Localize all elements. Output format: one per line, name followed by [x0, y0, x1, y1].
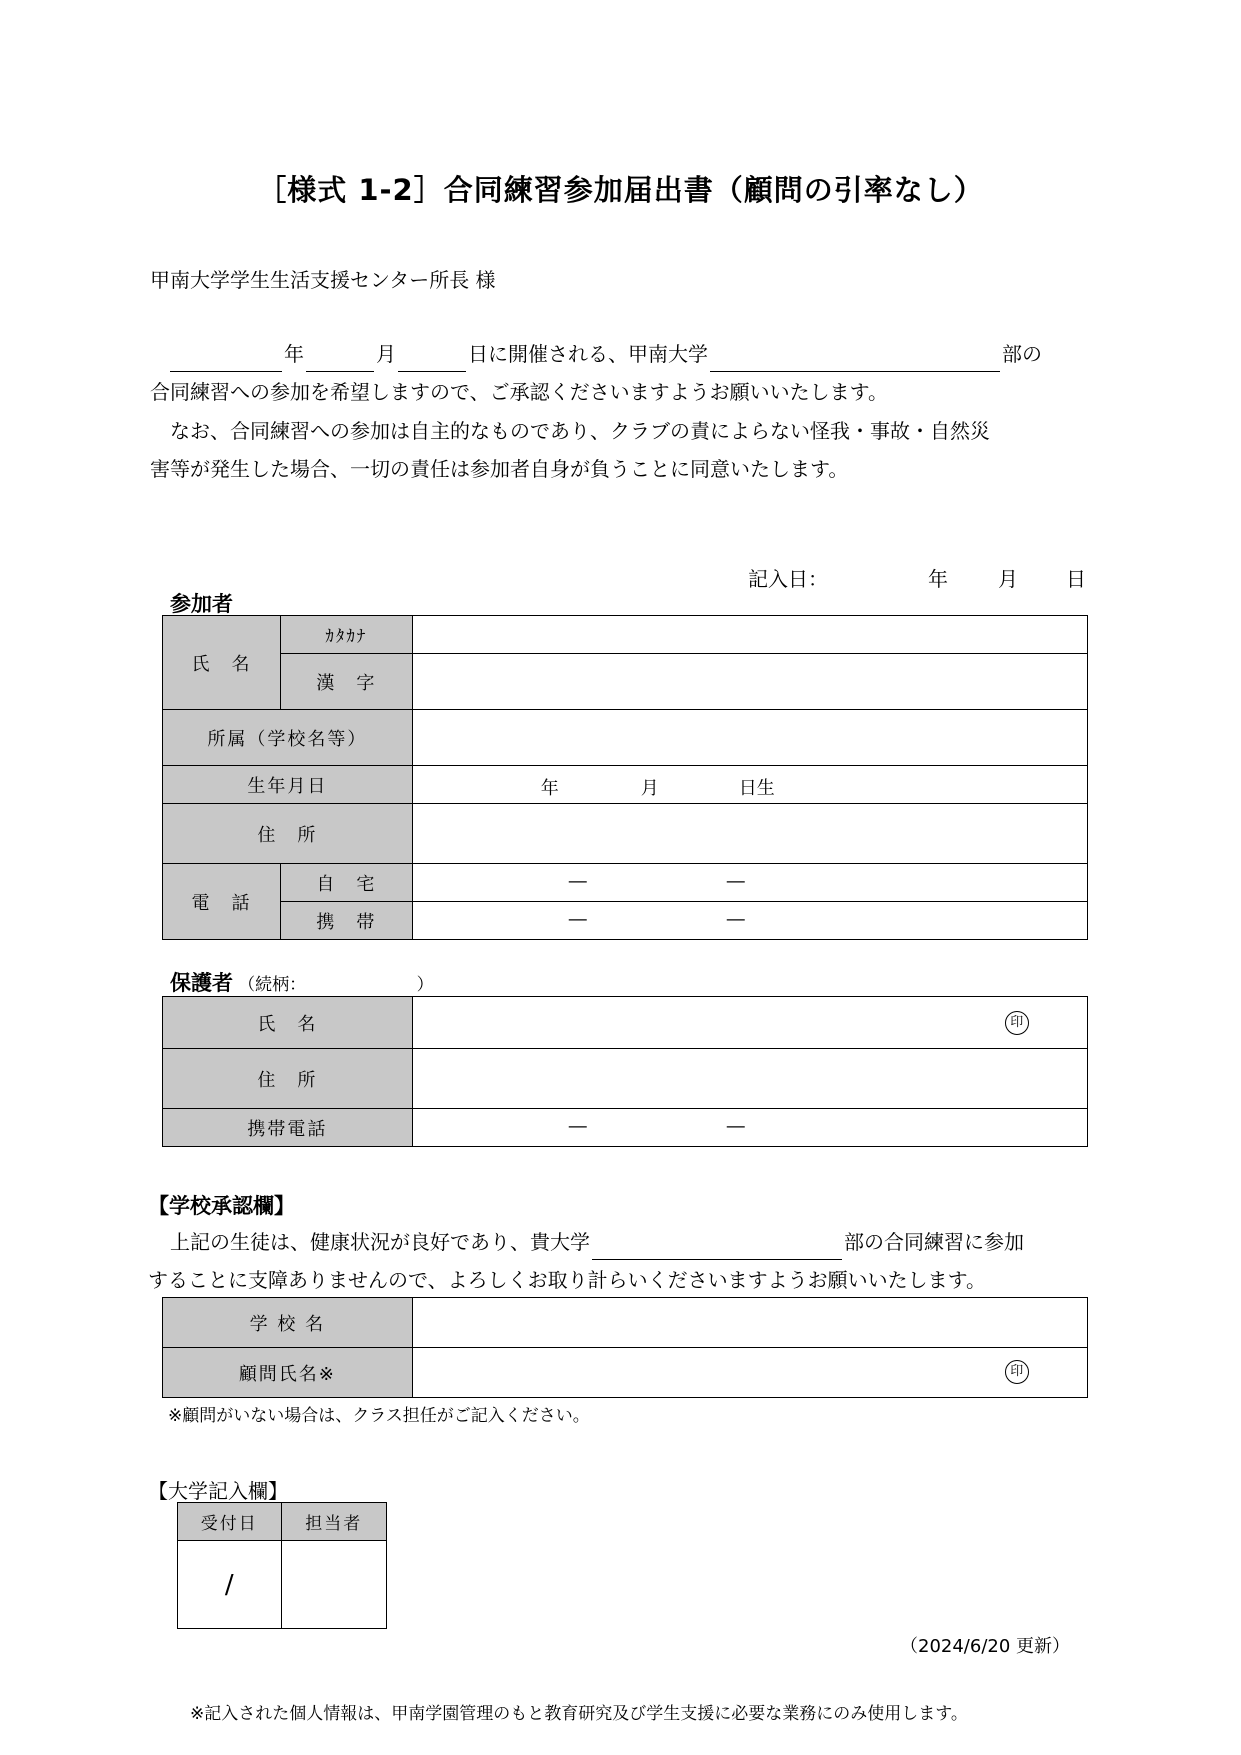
entry-day-label: 日 [1066, 567, 1086, 591]
seal-icon: 印 [1005, 1360, 1029, 1384]
kanji-field[interactable] [412, 654, 1087, 710]
month-blank[interactable] [306, 349, 374, 372]
birth-year-label: 年 [540, 778, 559, 799]
seal-icon: 印 [1005, 1011, 1029, 1035]
school-table [162, 1297, 1088, 1398]
school-heading: 【学校承認欄】 [148, 1194, 295, 1218]
school-line-2: することに支障ありませんので、よろしくお取り計らいくださいますようお願いいたします。 [148, 1268, 986, 1292]
phone-label: 電 話 [163, 864, 281, 940]
mobile-phone-field[interactable] [412, 902, 1087, 940]
guardian-address-field[interactable] [412, 1049, 1087, 1109]
entry-month-label: 月 [998, 567, 1018, 591]
privacy-footer: ※記入された個人情報は、甲南学園管理のもと教育研究及び学生支援に必要な業務にのみ使用します。 [190, 1704, 968, 1724]
affiliation-label: 所属（学校名等） [163, 710, 413, 766]
participant-table [162, 615, 1088, 940]
guardian-heading-row [170, 967, 434, 997]
guardian-mobile-field[interactable] [412, 1109, 1087, 1147]
intro-line-1: 年 月 日に開催される、甲南大学 部の [168, 336, 1042, 372]
address-field[interactable] [412, 804, 1087, 864]
birthdate-field[interactable] [412, 766, 1087, 804]
birth-day-label: 日生 [738, 778, 775, 799]
school-name-label: 学 校 名 [163, 1298, 413, 1348]
entry-date: 記入日： [748, 567, 828, 591]
updated-date: （2024/6/20 更新） [900, 1636, 1071, 1657]
guardian-relation: （続柄： ） [238, 975, 434, 995]
year-blank[interactable] [170, 349, 282, 372]
kana-label: ｶﾀｶﾅ [280, 616, 412, 654]
staff-label: 担当者 [281, 1503, 387, 1541]
page-title: ［様式 1-2］合同練習参加届出書（顧問の引率なし） [257, 173, 984, 207]
mobile-dash-2: ― [726, 909, 745, 930]
entry-year-label: 年 [928, 567, 948, 591]
intro-line-2: 合同練習への参加を希望しますので、ご承認くださいますようお願いいたします。 [150, 380, 888, 404]
address-label: 住 所 [163, 804, 413, 864]
intro-line-4: 害等が発生した場合、一切の責任は参加者自身が負うことに同意いたします。 [150, 457, 849, 481]
home-dash-2: ― [726, 871, 745, 892]
club-blank[interactable] [710, 349, 1000, 372]
birthdate-label: 生年月日 [163, 766, 413, 804]
mobile-phone-label: 携 帯 [280, 902, 412, 940]
day-blank[interactable] [398, 349, 466, 372]
school-club-blank[interactable] [592, 1237, 842, 1260]
guardian-heading: 保護者 [170, 971, 233, 995]
guardian-table [162, 996, 1088, 1147]
mobile-dash-1: ― [568, 909, 587, 930]
home-dash-1: ― [568, 871, 587, 892]
guardian-name-label: 氏 名 [163, 997, 413, 1049]
university-table [177, 1502, 387, 1629]
guardian-address-label: 住 所 [163, 1049, 413, 1109]
kana-field[interactable] [412, 616, 1087, 654]
intro-line-3: なお、合同練習への参加は自主的なものであり、クラブの責によらない怪我・事故・自然災 [170, 419, 990, 443]
birth-month-label: 月 [640, 778, 659, 799]
received-date-field[interactable]: / [178, 1541, 282, 1629]
advisor-name-label: 顧問氏名※ [163, 1348, 413, 1398]
school-name-field[interactable] [412, 1298, 1087, 1348]
staff-field[interactable] [281, 1541, 387, 1629]
guardian-dash-2: ― [726, 1116, 745, 1137]
home-phone-field[interactable] [412, 864, 1087, 902]
advisor-name-field[interactable] [412, 1348, 1087, 1398]
affiliation-field[interactable] [412, 710, 1087, 766]
guardian-name-field[interactable] [412, 997, 1087, 1049]
received-date-label: 受付日 [178, 1503, 282, 1541]
kanji-label: 漢 字 [280, 654, 412, 710]
home-phone-label: 自 宅 [280, 864, 412, 902]
school-line-1: 上記の生徒は、健康状況が良好であり、貴大学 部の合同練習に参加 [170, 1224, 1024, 1260]
advisor-note: ※顧問がいない場合は、クラス担任がご記入ください。 [168, 1406, 590, 1426]
participant-heading: 参加者 [170, 592, 233, 616]
guardian-mobile-label: 携帯電話 [163, 1109, 413, 1147]
addressee: 甲南大学学生生活支援センター所長 様 [150, 268, 496, 292]
guardian-dash-1: ― [568, 1116, 587, 1137]
university-heading: 【大学記入欄】 [148, 1479, 288, 1503]
name-label: 氏 名 [163, 616, 281, 710]
